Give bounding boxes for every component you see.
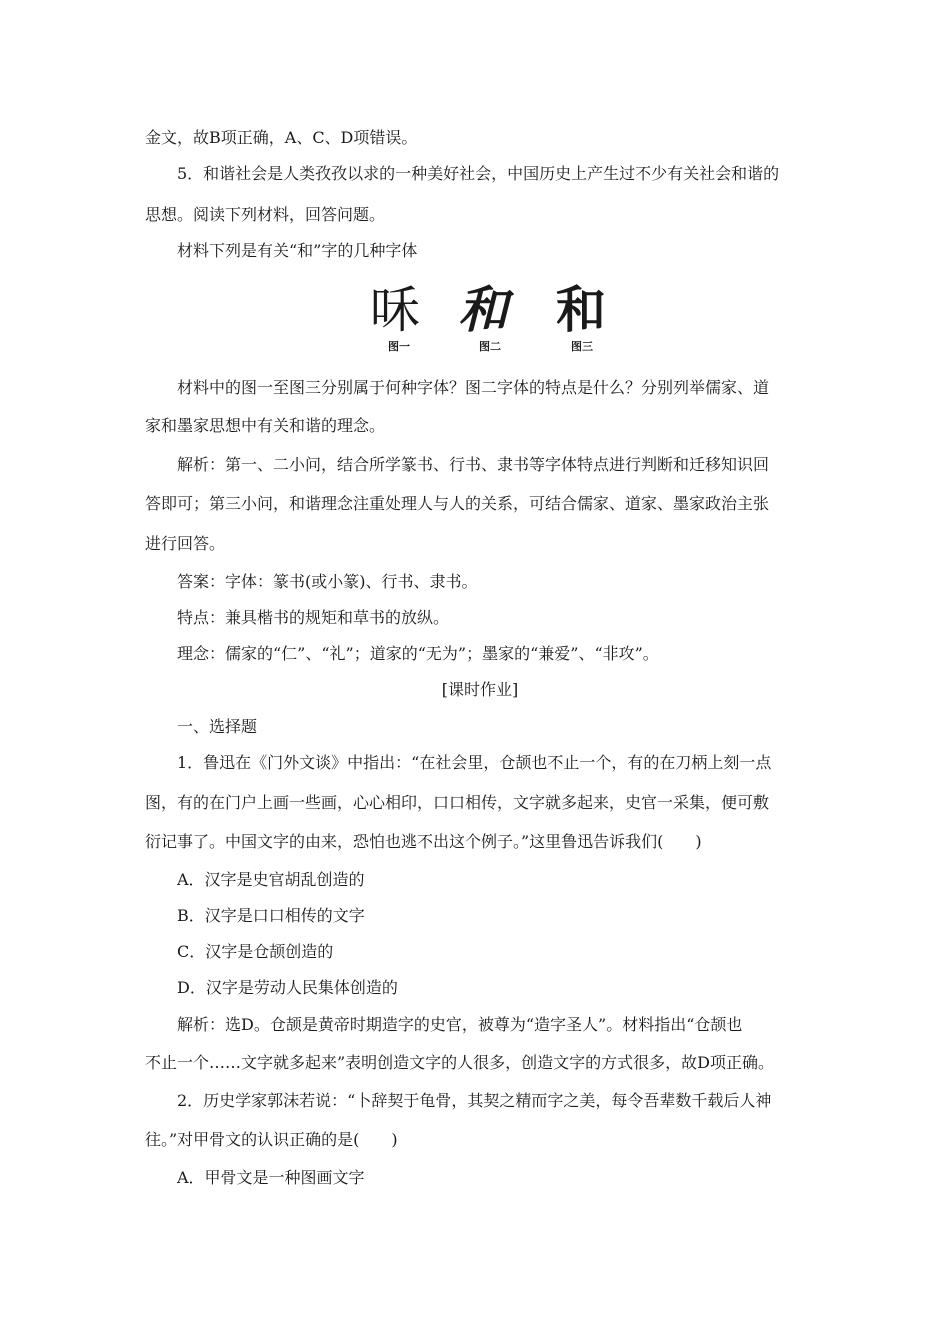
text-line: 家和墨家思想中有关和谐的理念。 — [145, 416, 386, 435]
text-line: 答即可；第三小问，和谐理念注重处理人与人的关系，可结合儒家、道家、墨家政治主张 — [145, 494, 770, 513]
clerical-script-glyph: 和 — [556, 280, 606, 339]
running-script-glyph: 和 — [458, 280, 508, 339]
answer-line: 答案：字体：篆书(或小篆)、行书、隶书。 — [177, 572, 478, 591]
section-subheading: 一、选择题 — [177, 717, 258, 736]
figure-label-3: 图三 — [571, 340, 593, 353]
figure-label-2: 图二 — [479, 340, 501, 353]
option-d: D．汉字是劳动人民集体创造的 — [177, 978, 398, 997]
option-b: B．汉字是口口相传的文字 — [177, 906, 365, 925]
option-a: A．甲骨文是一种图画文字 — [177, 1168, 365, 1187]
seal-script-glyph: 咊 — [370, 281, 420, 339]
option-a: A．汉字是史官胡乱创造的 — [177, 870, 365, 889]
analysis-line: 解析：选D。仓颉是黄帝时期造字的史官，被尊为“造字圣人”。材料指出“仓颉也 — [177, 1015, 743, 1034]
question-1-stem: 1．鲁迅在《门外文谈》中指出：“在社会里，仓颉也不止一个，有的在刀柄上刻一点 — [177, 753, 772, 772]
option-c: C．汉字是仓颉创造的 — [177, 942, 334, 961]
text-line: 不止一个……文字就多起来”表明创造文字的人很多，创造文字的方式很多，故D项正确。 — [145, 1053, 775, 1072]
question-2-stem: 2．历史学家郭沫若说：“卜辞契于龟骨，其契之精而字之美，每令吾辈数千载后人神 — [177, 1091, 772, 1110]
text-line: 思想。阅读下列材料，回答问题。 — [145, 205, 386, 224]
question-5-stem: 5．和谐社会是人类孜孜以求的一种美好社会，中国历史上产生过不少有关社会和谐的 — [177, 164, 780, 183]
answer-feature: 特点：兼具楷书的规矩和草书的放纵。 — [177, 608, 450, 627]
answer-concept: 理念：儒家的“仁”、“礼”；道家的“无为”；墨家的“兼爱”、“非攻”。 — [177, 644, 659, 663]
text-line: 衍记事了。中国文字的由来，恐怕也逃不出这个例子。”这里鲁迅告诉我们( ) — [145, 832, 702, 851]
text-line: 往。”对甲骨文的认识正确的是( ) — [145, 1130, 398, 1149]
section-heading: [课时作业] — [441, 680, 519, 699]
text-line: 金文，故B项正确，A、C、D项错误。 — [145, 128, 418, 147]
text-line: 图，有的在门户上画一些画，心心相印，口口相传，文字就多起来，史官一采集，便可敷 — [145, 793, 770, 812]
material-intro: 材料下列是有关“和”字的几种字体 — [177, 241, 418, 260]
text-line: 进行回答。 — [145, 534, 226, 553]
figure-label-1: 图一 — [388, 340, 410, 353]
material-question: 材料中的图一至图三分别属于何种字体？图二字体的特点是什么？分别列举儒家、道 — [177, 378, 770, 397]
analysis-line: 解析：第一、二小问，结合所学篆书、行书、隶书等字体特点进行判断和迁移知识回 — [177, 455, 770, 474]
